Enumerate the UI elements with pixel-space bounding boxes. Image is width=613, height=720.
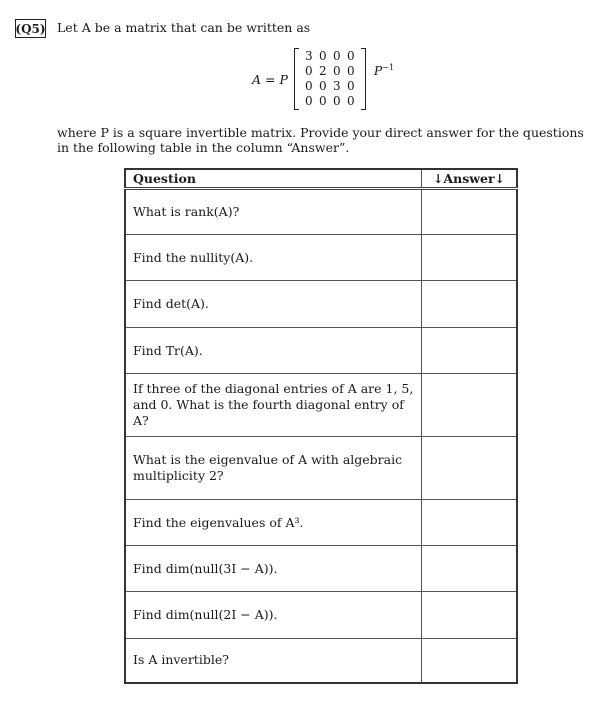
matrix-entry: 0 — [347, 94, 355, 108]
matrix-entry: 0 — [305, 94, 313, 108]
matrix-entry: 0 — [347, 49, 355, 63]
answer-cell[interactable] — [422, 374, 518, 437]
matrix-entry: 0 — [319, 49, 327, 63]
question-cell: Find the nullity(A). — [125, 235, 422, 281]
table-row — [125, 437, 517, 500]
intro-text: Let A be a matrix that can be written as — [57, 20, 311, 35]
equation-lhs: A = P — [252, 71, 288, 87]
question-number-label: (Q5) — [15, 19, 46, 38]
question-cell: Is A invertible? — [125, 639, 422, 683]
matrix-entry: 0 — [305, 64, 313, 78]
table-row — [125, 500, 517, 546]
table-row — [125, 281, 517, 328]
table-row — [125, 189, 517, 235]
question-column-header: Question — [125, 169, 422, 189]
table-row — [125, 328, 517, 374]
matrix-equation — [252, 48, 394, 110]
matrix-entry: 0 — [333, 64, 341, 78]
question-cell: Find Tr(A). — [125, 328, 422, 374]
equation-rhs — [374, 63, 394, 78]
answer-column-header: ↓Answer↓ — [422, 169, 518, 189]
answer-cell[interactable] — [422, 592, 518, 639]
table-row — [125, 592, 517, 639]
matrix-entry: 0 — [333, 49, 341, 63]
table-row — [125, 235, 517, 281]
question-cell: Find the eigenvalues of A³. — [125, 500, 422, 546]
table-row — [125, 546, 517, 592]
answer-cell[interactable] — [422, 328, 518, 374]
answer-cell[interactable] — [422, 235, 518, 281]
answer-cell[interactable] — [422, 639, 518, 683]
question-cell: What is rank(A)? — [125, 189, 422, 235]
matrix-entry: 0 — [347, 79, 355, 93]
question-cell: Find dim(null(3I − A)). — [125, 546, 422, 592]
answer-cell[interactable] — [422, 546, 518, 592]
answer-cell[interactable] — [422, 437, 518, 500]
matrix-entry: 0 — [319, 94, 327, 108]
rhs-exponent: −1 — [382, 63, 395, 73]
matrix-entry: 3 — [333, 79, 341, 93]
matrix-entry: 3 — [305, 49, 313, 63]
table-row — [125, 374, 517, 437]
rhs-base: P — [373, 63, 383, 79]
question-cell: What is the eigenvalue of A with algebraic multiplicity 2? — [125, 437, 422, 500]
matrix-grid — [299, 48, 361, 110]
matrix-entry: 0 — [319, 79, 327, 93]
matrix-entry: 0 — [305, 79, 313, 93]
right-bracket — [361, 48, 366, 110]
matrix-entry: 2 — [319, 64, 327, 78]
table-row — [125, 639, 517, 683]
matrix-entry: 0 — [347, 64, 355, 78]
diagonal-matrix — [294, 48, 366, 110]
answer-cell[interactable] — [422, 500, 518, 546]
question-table — [124, 168, 518, 684]
question-cell: If three of the diagonal entries of A are 1, 5, and 0. What is the fourth diagonal entry of A? — [125, 374, 422, 437]
problem-description: where P is a square invertible matrix. Provide your direct answer for the questions in the following table in the column “Answer”. — [57, 125, 584, 155]
answer-cell[interactable] — [422, 189, 518, 235]
matrix-entry: 0 — [333, 94, 341, 108]
question-cell: Find dim(null(2I − A)). — [125, 592, 422, 639]
answer-cell[interactable] — [422, 281, 518, 328]
table-header-row — [125, 169, 517, 189]
question-cell: Find det(A). — [125, 281, 422, 328]
